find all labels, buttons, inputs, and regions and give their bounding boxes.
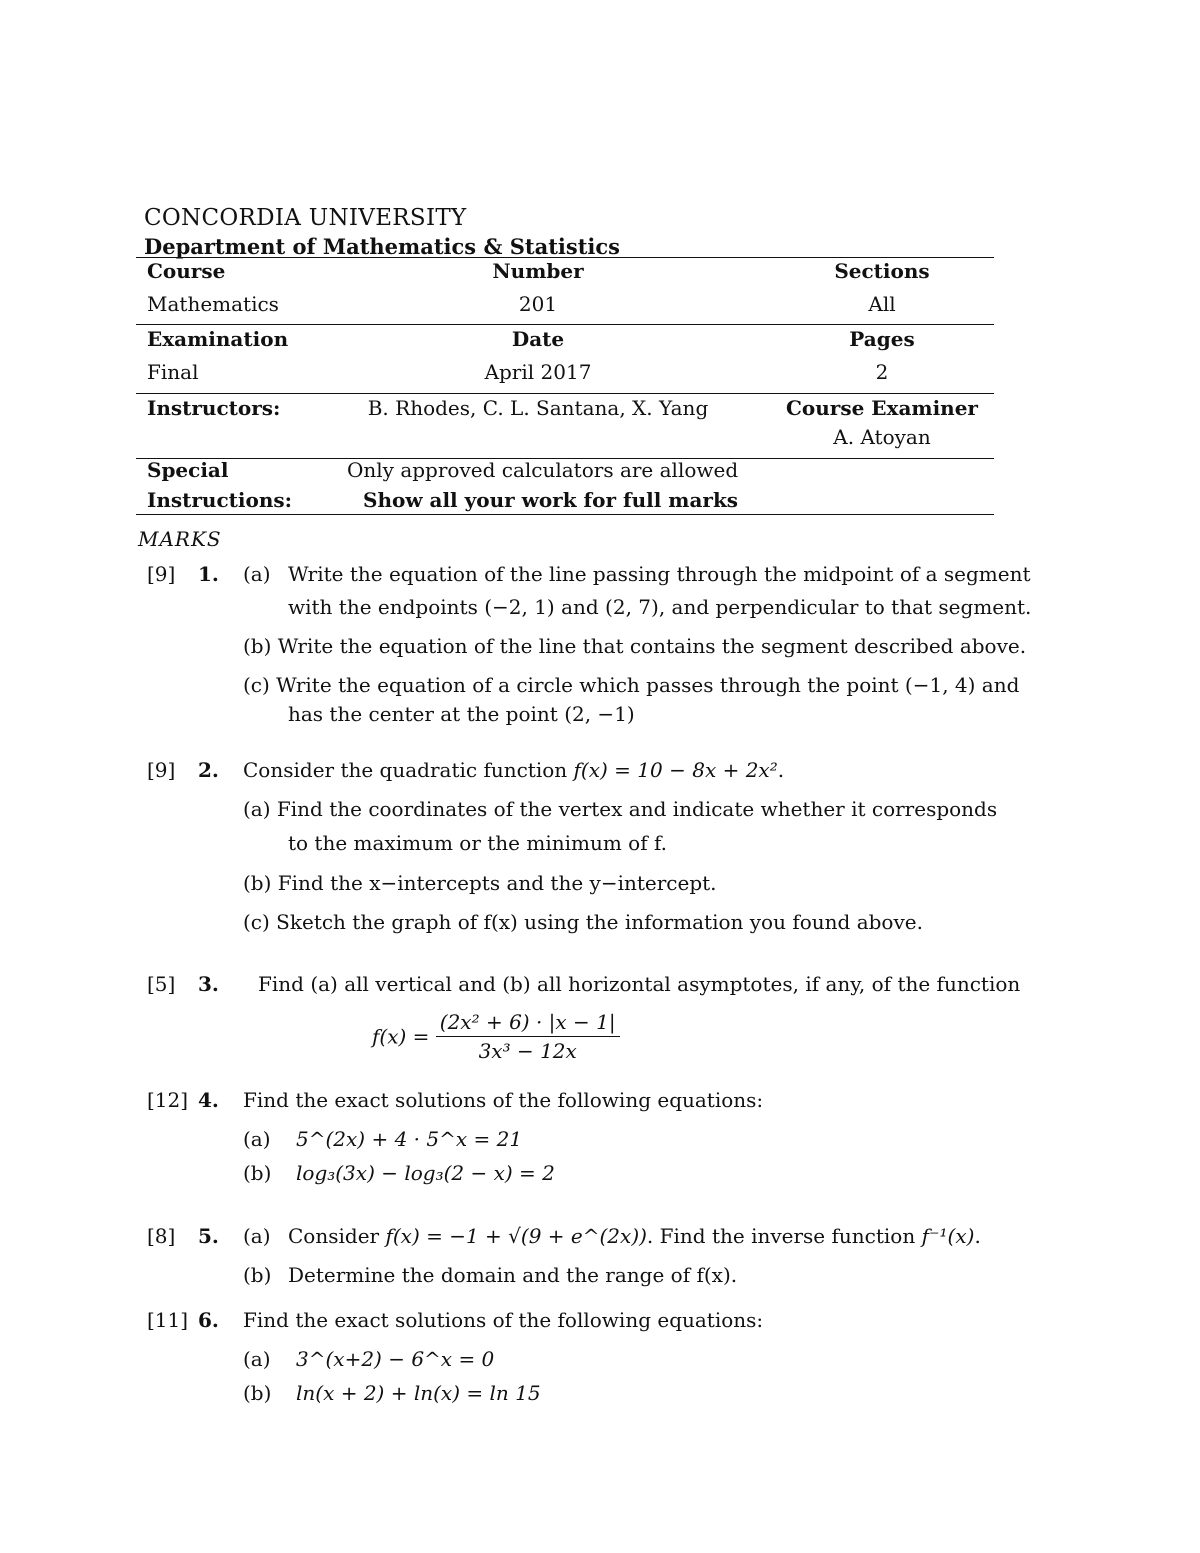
q5-part-a-formula2: f⁻¹(x) [921,1224,975,1248]
q2-part-b: (b) Find the x−intercepts and the y−intercept. [243,871,717,895]
q5-part-a-label: (a) [243,1224,271,1248]
q6-intro: Find the exact solutions of the following equations: [243,1308,764,1332]
q1-part-a-label: (a) [243,562,271,586]
special-instruction-calculators: Only approved calculators are allowed [347,458,739,482]
q2-number: 2. [198,758,219,782]
q4-part-b-label: (b) [243,1161,272,1185]
q2-part-a-line1: (a) Find the coordinates of the vertex and indicate whether it corresponds [243,797,998,821]
q3-marks: [5] [147,972,176,996]
q5-part-a-text1: Consider [288,1224,380,1248]
table-rule [136,514,994,515]
q5-part-a-text2: Find the inverse function [659,1224,916,1248]
q5-part-a-formula: f(x) = −1 + √(9 + e^(2x)) [385,1224,647,1248]
q1-part-c-line2: has the center at the point (2, −1) [288,702,635,726]
number-value: 201 [518,292,558,316]
q5-marks: [8] [147,1224,176,1248]
table-rule [136,257,994,258]
examination-label: Examination [147,327,289,351]
pages-value: 2 [875,360,889,384]
q2-intro-text: Consider the quadratic function [243,758,568,782]
examination-value: Final [147,360,199,384]
sections-value: All [868,292,896,316]
q3-intro: Find (a) all vertical and (b) all horizontal asymptotes, if any, of the function [258,972,1021,996]
q4-part-a-eq: 5^(2x) + 4 · 5^x = 21 [296,1127,523,1151]
q6-part-a-eq: 3^(x+2) − 6^x = 0 [296,1347,495,1371]
q3-formula [372,1010,620,1063]
examiner-value: A. Atoyan [833,425,931,449]
q5-part-b-label: (b) [243,1263,272,1287]
marks-label: MARKS [138,527,222,551]
q1-marks: [9] [147,562,176,586]
q6-part-b-eq: ln(x + 2) + ln(x) = ln 15 [296,1381,541,1405]
q4-part-a-label: (a) [243,1127,271,1151]
q1-part-c-line1: (c) Write the equation of a circle which passes through the point (−1, 4) and [243,673,1020,697]
q2-part-a-line2: to the maximum or the minimum of f. [288,831,668,855]
q6-number: 6. [198,1308,219,1332]
q5-part-a: Consider f(x) = −1 + √(9 + e^(2x)). Find the inverse function f⁻¹(x). [288,1224,981,1248]
instructors-label: Instructors: [147,396,281,420]
q5-part-b: Determine the domain and the range of f(x). [288,1263,738,1287]
q6-part-b-label: (b) [243,1381,272,1405]
course-value: Mathematics [147,292,279,316]
q1-number: 1. [198,562,219,586]
q1-part-b: (b) Write the equation of the line that contains the segment described above. [243,634,1027,658]
q4-number: 4. [198,1088,219,1112]
department-name: Department of Mathematics & Statistics [144,234,620,259]
pages-label: Pages [849,327,915,351]
q6-marks: [11] [147,1308,189,1332]
q3-numerator: (2x² + 6) · |x − 1| [436,1010,620,1037]
q3-fraction [436,1010,620,1063]
examiner-label: Course Examiner [786,396,978,420]
q3-denominator: 3x³ − 12x [478,1039,577,1063]
university-name: CONCORDIA UNIVERSITY [144,205,467,231]
number-label: Number [492,259,584,283]
q2-part-c: (c) Sketch the graph of f(x) using the information you found above. [243,910,923,934]
q4-part-b-eq: log₃(3x) − log₃(2 − x) = 2 [296,1161,555,1185]
q3-lhs: f(x) = [372,1024,430,1049]
special-label: Special [147,458,229,482]
table-rule [136,324,994,325]
sections-label: Sections [834,259,930,283]
q2-intro: Consider the quadratic function f(x) = 10 − 8x + 2x². [243,758,785,782]
q1-part-a-line1: Write the equation of the line passing through the midpoint of a segment [288,562,1031,586]
q1-part-a-line2: with the endpoints (−2, 1) and (2, 7), and perpendicular to that segment. [288,595,1032,619]
instructions-label: Instructions: [147,488,293,512]
q2-marks: [9] [147,758,176,782]
instructors-value: B. Rhodes, C. L. Santana, X. Yang [367,396,709,420]
course-label: Course [147,259,226,283]
q3-number: 3. [198,972,219,996]
table-rule [136,393,994,394]
q4-intro: Find the exact solutions of the following equations: [243,1088,764,1112]
special-instruction-work: Show all your work for full marks [363,488,739,512]
date-label: Date [511,327,565,351]
date-value: April 2017 [484,360,592,384]
q6-part-a-label: (a) [243,1347,271,1371]
q5-number: 5. [198,1224,219,1248]
q4-marks: [12] [147,1088,189,1112]
q2-formula: f(x) = 10 − 8x + 2x² [573,758,778,782]
